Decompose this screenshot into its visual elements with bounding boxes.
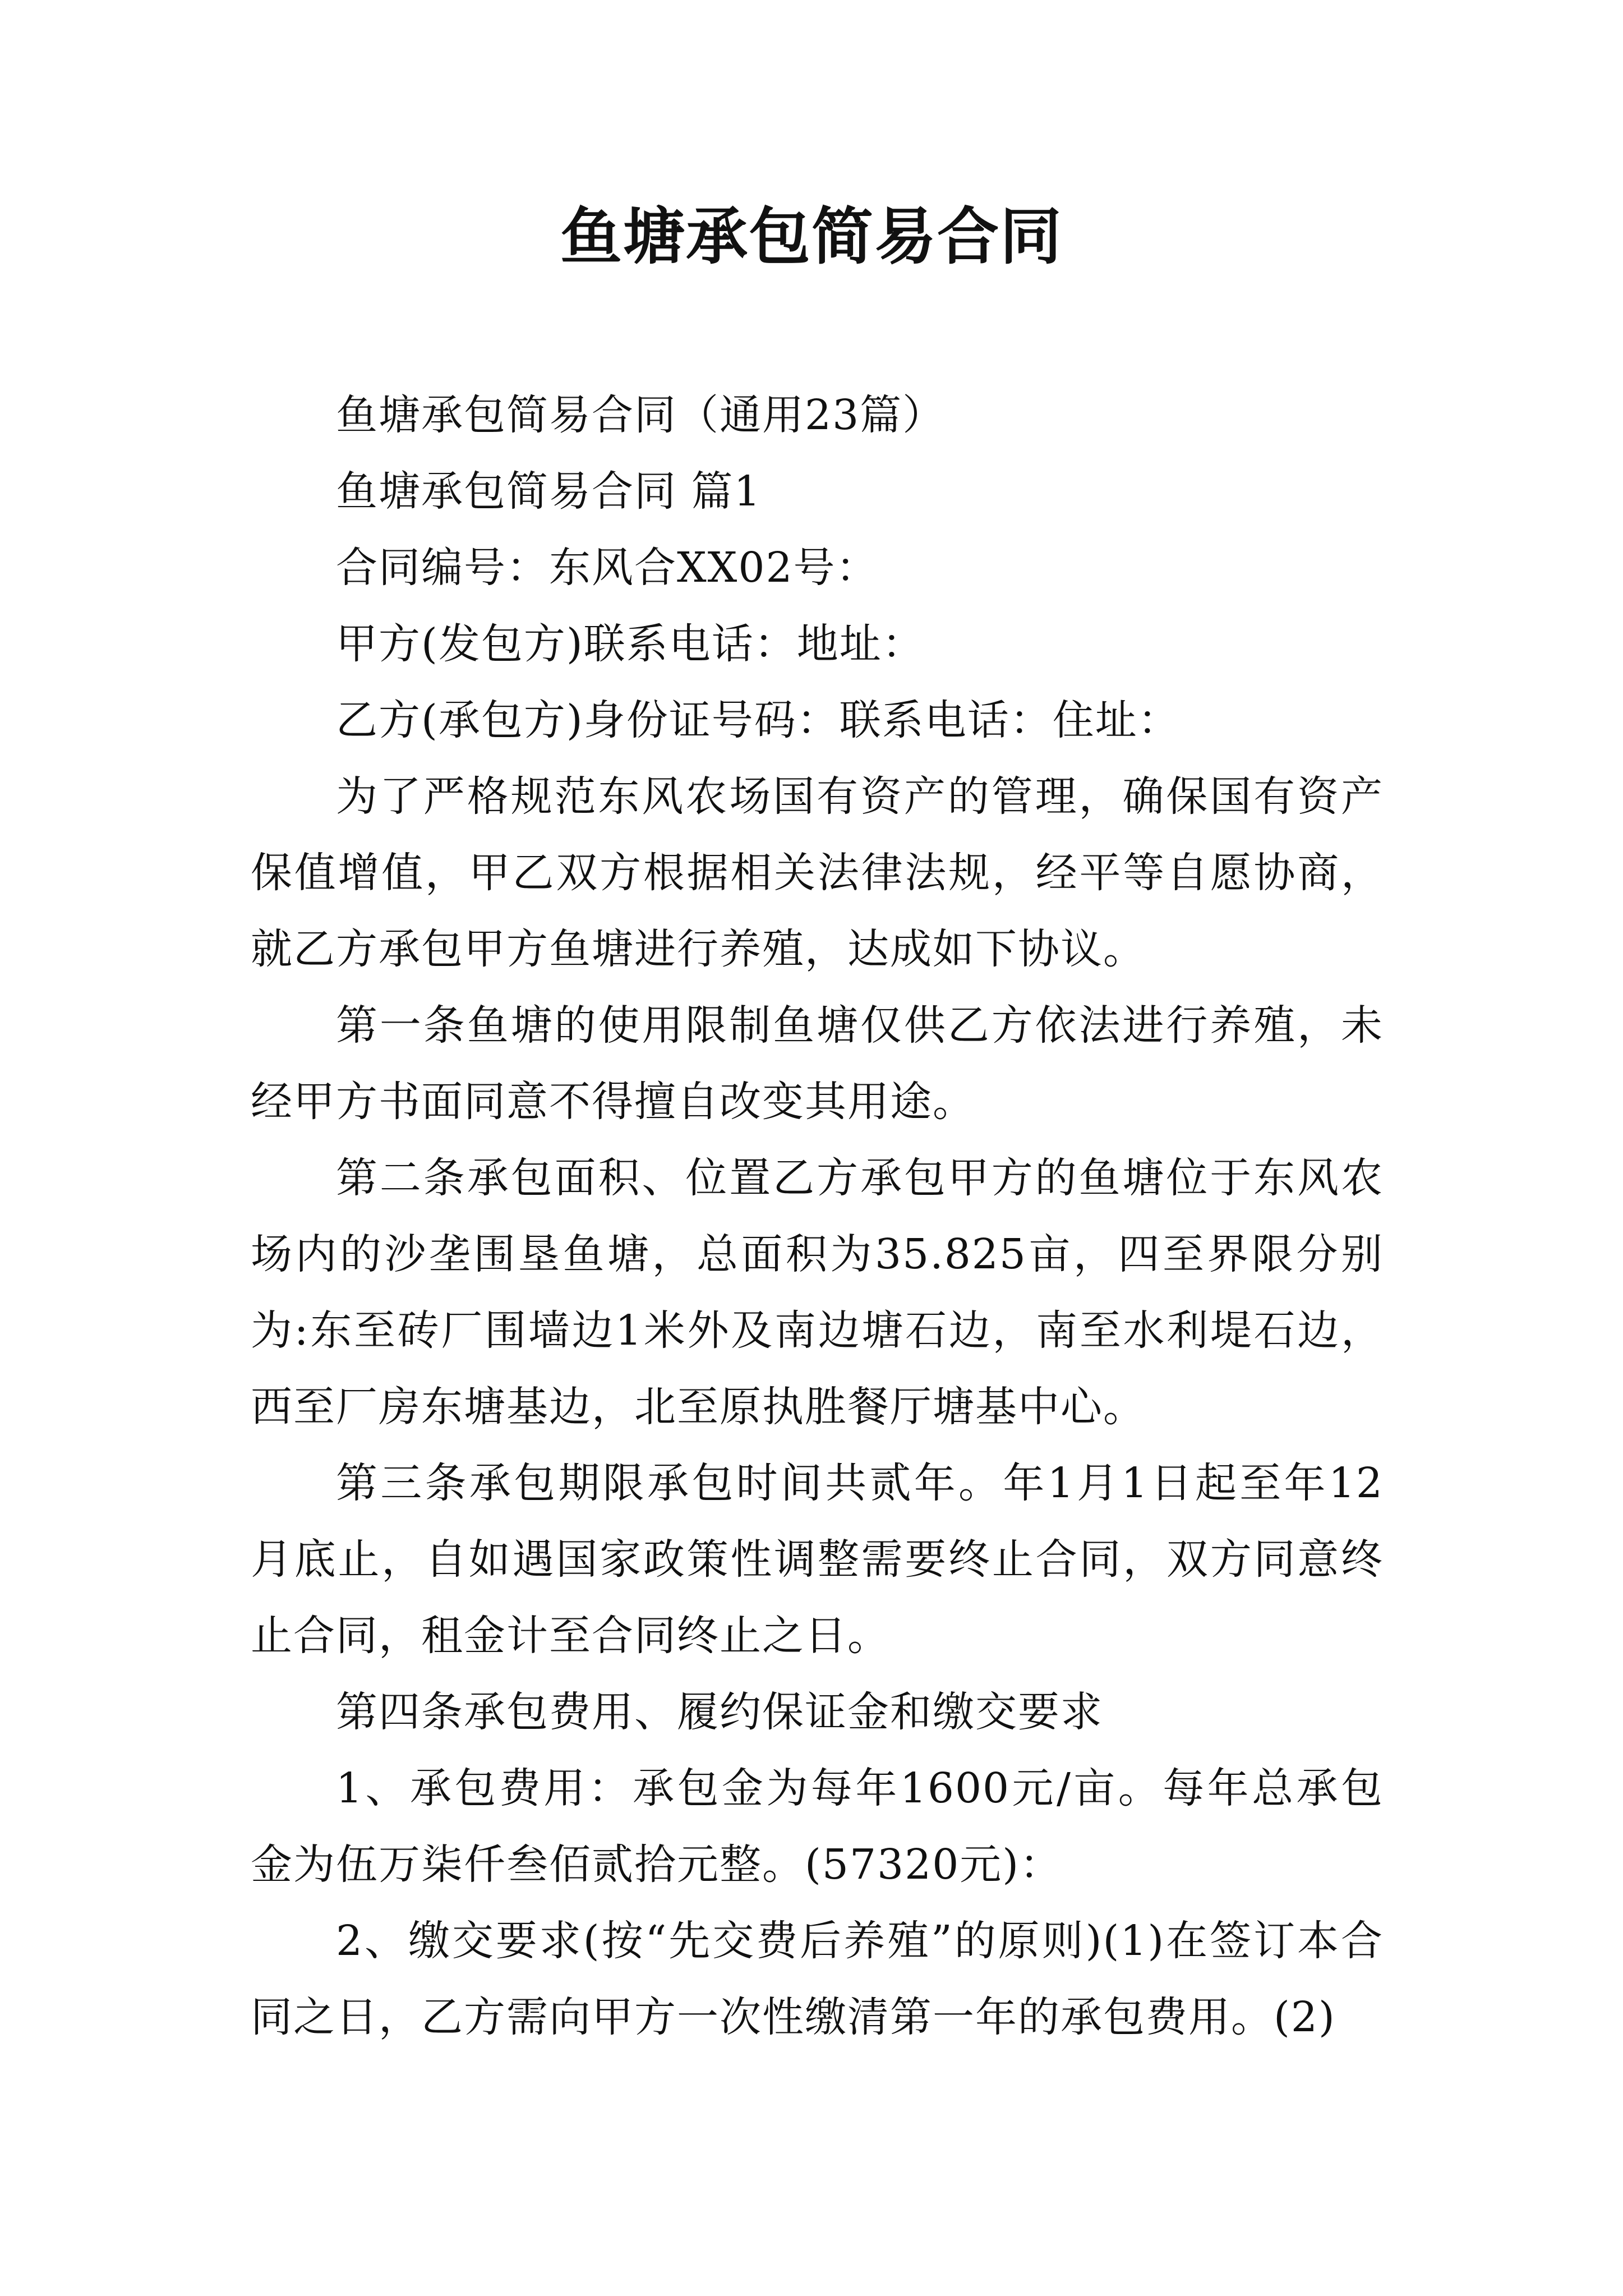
paragraph-contract-number: 合同编号：东风合XX02号： bbox=[336, 544, 879, 592]
paragraph-party-b: 乙方(承包方)身份证号码：联系电话：住址： bbox=[336, 696, 1181, 744]
document-body bbox=[251, 377, 1384, 2055]
paragraph-section-heading: 鱼塘承包简易合同 篇1 bbox=[336, 467, 762, 516]
paragraph-party-a: 甲方(发包方)联系电话：地址： bbox=[336, 620, 925, 668]
paragraph-article-2: 第二条承包面积、位置乙方承包甲方的鱼塘位于东风农场内的沙垄围垦鱼塘，总面积为35.825亩，四至界限分别为:东至砖厂围墙边1米外及南边塘石边，南至水利堤石边，西至厂房东塘基边，北至原执胜餐厅塘基中心。 bbox=[251, 1154, 1384, 1431]
document-title: 鱼塘承包简易合同 bbox=[560, 200, 1063, 273]
paragraph-preamble: 为了严格规范东风农场国有资产的管理，确保国有资产保值增值，甲乙双方根据相关法律法规，经平等自愿协商，就乙方承包甲方鱼塘进行养殖，达成如下协议。 bbox=[251, 772, 1384, 973]
paragraph-article-1: 第一条鱼塘的使用限制鱼塘仅供乙方依法进行养殖，未经甲方书面同意不得擅自改变其用途。 bbox=[251, 1001, 1384, 1126]
paragraph-payment: 2、缴交要求(按“先交费后养殖”的原则)(1)在签订本合同之日，乙方需向甲方一次性缴清第一年的承包费用。(2) bbox=[251, 1917, 1384, 2041]
paragraph-fee: 1、承包费用：承包金为每年1600元/亩。每年总承包金为伍万柒仟叁佰贰拾元整。(57320元)： bbox=[251, 1764, 1384, 1889]
paragraph-article-3: 第三条承包期限承包时间共贰年。年1月1日起至年12月底止，自如遇国家政策性调整需要终止合同，双方同意终止合同，租金计至合同终止之日。 bbox=[251, 1459, 1384, 1660]
paragraph-article-4: 第四条承包费用、履约保证金和缴交要求 bbox=[336, 1688, 1103, 1736]
paragraph-subtitle: 鱼塘承包简易合同（通用23篇） bbox=[336, 391, 946, 439]
